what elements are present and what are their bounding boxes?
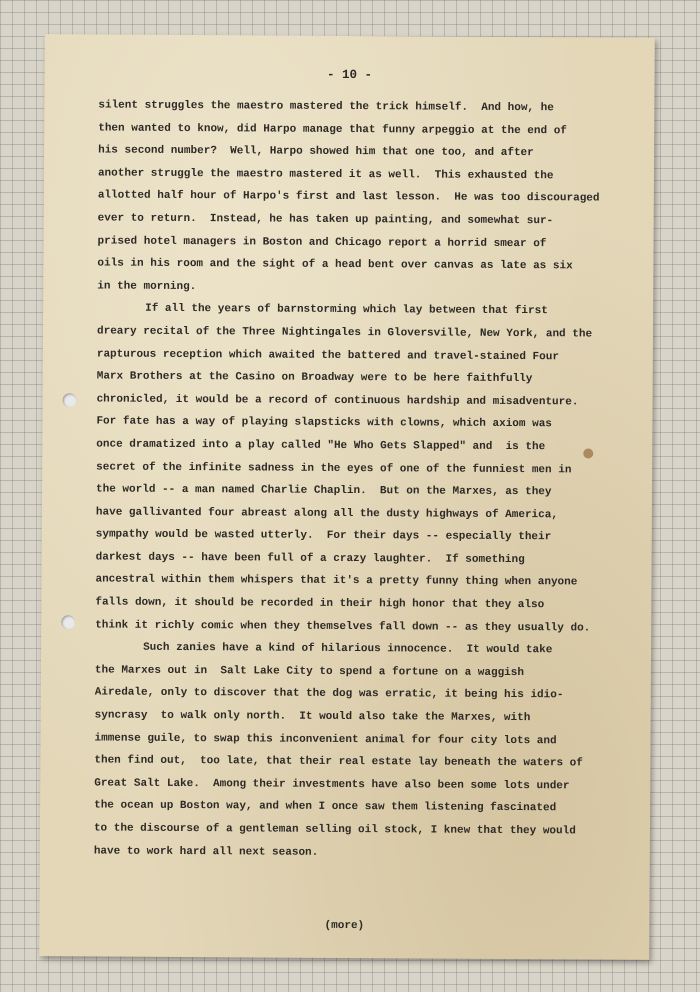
text-line: another struggle the maestro mastered it as well. This exhausted the xyxy=(97,167,554,183)
text-line: darkest days -- have been full of a crazy laughter. If something xyxy=(95,551,525,566)
text-line: have gallivanted four abreast along all the dusty highways of America, xyxy=(95,506,559,521)
text-line: think it richly comic when they themselves fall down -- as they usually do. xyxy=(95,619,591,635)
text-line: then wanted to know, did Harpo manage that funny arpeggio at the end of xyxy=(98,122,567,137)
continuation-note: (more) xyxy=(324,919,365,933)
text-line: prised hotel managers in Boston and Chicago report a horrid smear of xyxy=(97,235,547,250)
text-line: allotted half hour of Harpo's first and last lesson. He was too discouraged xyxy=(97,189,600,205)
text-line: dreary recital of the Three Nightingales in Gloversville, New York, and the xyxy=(96,325,593,341)
text-line: secret of the infinite sadness in the eyes of one of the funniest men in xyxy=(96,460,572,476)
text-line: sympathy would be wasted utterly. For their days -- especially their xyxy=(95,528,552,544)
text-line: Marx Brothers at the Casino on Broadway were to be here faithfully xyxy=(96,370,533,386)
text-line: ever to return. Instead, he has taken up painting, and somewhat sur- xyxy=(97,212,554,228)
text-line: Airedale, only to discover that the dog was erratic, it being his idio- xyxy=(94,686,564,702)
text-line: chronicled, it would be a record of continuous hardship and misadventure. xyxy=(96,393,579,409)
text-line: ancestral within them whispers that it's a pretty funny thing when anyone xyxy=(95,573,578,589)
punch-hole xyxy=(63,393,77,407)
text-line: For fate has a way of playing slapsticks with clowns, which axiom was xyxy=(96,415,552,431)
typed-page xyxy=(39,34,655,960)
text-line: Great Salt Lake. Among their investments have also been some lots under xyxy=(94,777,570,793)
text-line: have to work hard all next season. xyxy=(93,845,319,859)
text-line: in the morning. xyxy=(97,280,197,293)
punch-hole xyxy=(61,615,75,629)
text-line: to the discourse of a gentleman selling oil stock, I knew that they would xyxy=(93,822,576,838)
text-line: his second number? Well, Harpo showed him that one too, and after xyxy=(98,144,534,160)
text-line: immense guile, to swap this inconvenient animal for four city lots and xyxy=(94,732,557,747)
text-line: falls down, it should be recorded in their high honor that they also xyxy=(95,596,545,612)
text-line: syncrasy to walk only north. It would also take the Marxes, with xyxy=(94,709,531,725)
text-line: the world -- a man named Charlie Chaplin. But on the Marxes, as they xyxy=(96,483,552,499)
text-line: silent struggles the maestro mastered the trick himself. And how, he xyxy=(98,99,554,115)
body-text xyxy=(94,94,645,866)
text-line: rapturous reception which awaited the battered and travel-stained Four xyxy=(96,348,559,363)
text-line: then find out, too late, that their real estate lay beneath the waters of xyxy=(94,754,583,770)
text-line: the Marxes out in Salt Lake City to spend a fortune on a waggish xyxy=(94,664,525,679)
text-line: If all the years of barnstorming which lay between that first xyxy=(145,303,548,318)
text-line: Such zanies have a kind of hilarious innocence. It would take xyxy=(143,642,553,657)
text-line: once dramatized into a play called "He Who Gets Slapped" and is the xyxy=(96,438,546,454)
page-number: - 10 - xyxy=(327,67,373,83)
text-line: the ocean up Boston way, and when I once saw them listening fascinated xyxy=(94,799,557,815)
text-line: oils in his room and the sight of a head bent over canvas as late as six xyxy=(97,257,573,273)
